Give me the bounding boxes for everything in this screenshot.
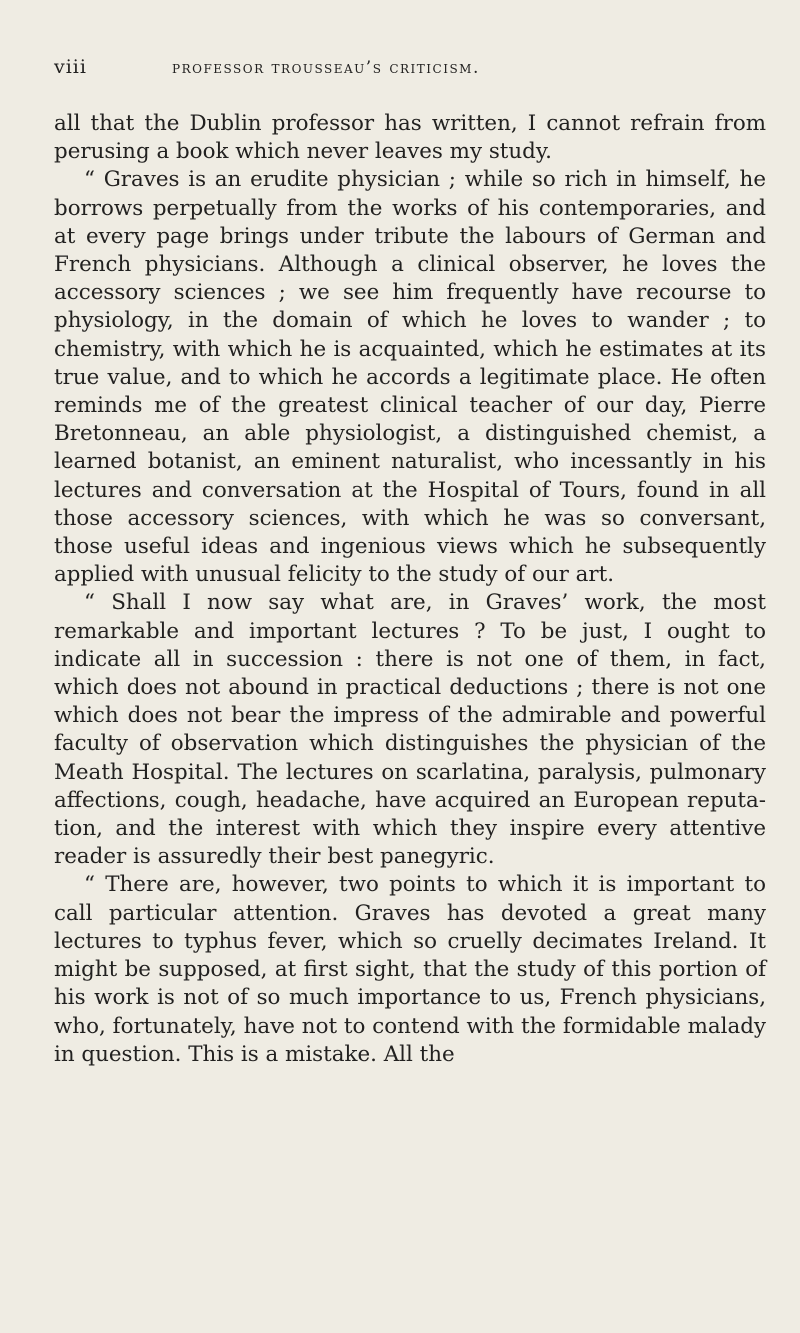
paragraph-remarkable-lectures: “ Shall I now say what are, in Graves’ work, the most remarkable and important lectures ? To be just, I ought to indicate all in succession : there is not one of them, in fact, which does not abound in practical deductions ; there is not one which does not bear the impress of the admirable and powerful faculty of observation which distinguishes the physician of the Meath Hospital. The lectures on scarlatina, paralysis, pulmonary affections, cough, headache, have acquired an European reputation, and the interest with which they inspire every attentive reader is assuredly their best panegyric. xyxy=(54,590,766,870)
text-body xyxy=(54,110,766,1069)
running-head xyxy=(54,56,756,86)
paragraph-continuation: all that the Dublin professor has written, I cannot refrain from perusing a book which never leaves my study. xyxy=(54,111,766,165)
page-number: viii xyxy=(54,56,87,78)
paragraph-graves-erudite: “ Graves is an erudite physician ; while so rich in himself, he borrows perpetually from the works of his contemporaries, and at every page brings under tribute the labours of German and French physicians. Although a clinical observer, he loves the accessory sciences ; we see him frequently have recourse to physiology, in the domain of which he loves to wander ; to chemistry, with which he is acquainted, which he estimates at its true value, and to which he accords a legitimate place. He often reminds me of the greatest clinical teacher of our day, Pierre Bretonneau, an able physiologist, a distinguished chemist, a learned botanist, an eminent naturalist, who incessantly in his lectures and conversation at the Hospital of Tours, found in all those accessory sciences, with which he was so conversant, those useful ideas and ingenious views which he subsequently applied with unusual felicity to the study of our art. xyxy=(54,167,766,588)
paragraph-typhus-fever: “ There are, however, two points to which it is important to call particular attention. Graves has devoted a great many lectures to typhus fever, which so cruelly decimates Ireland. It might be supposed, at first sight, that the study of this portion of his work is not of so much importance to us, French physicians, who, fortunately, have not to contend with the formidable malady in question. This is a mistake. All the xyxy=(54,872,766,1067)
running-head-title: professor trousseau’s criticism. xyxy=(172,58,480,78)
